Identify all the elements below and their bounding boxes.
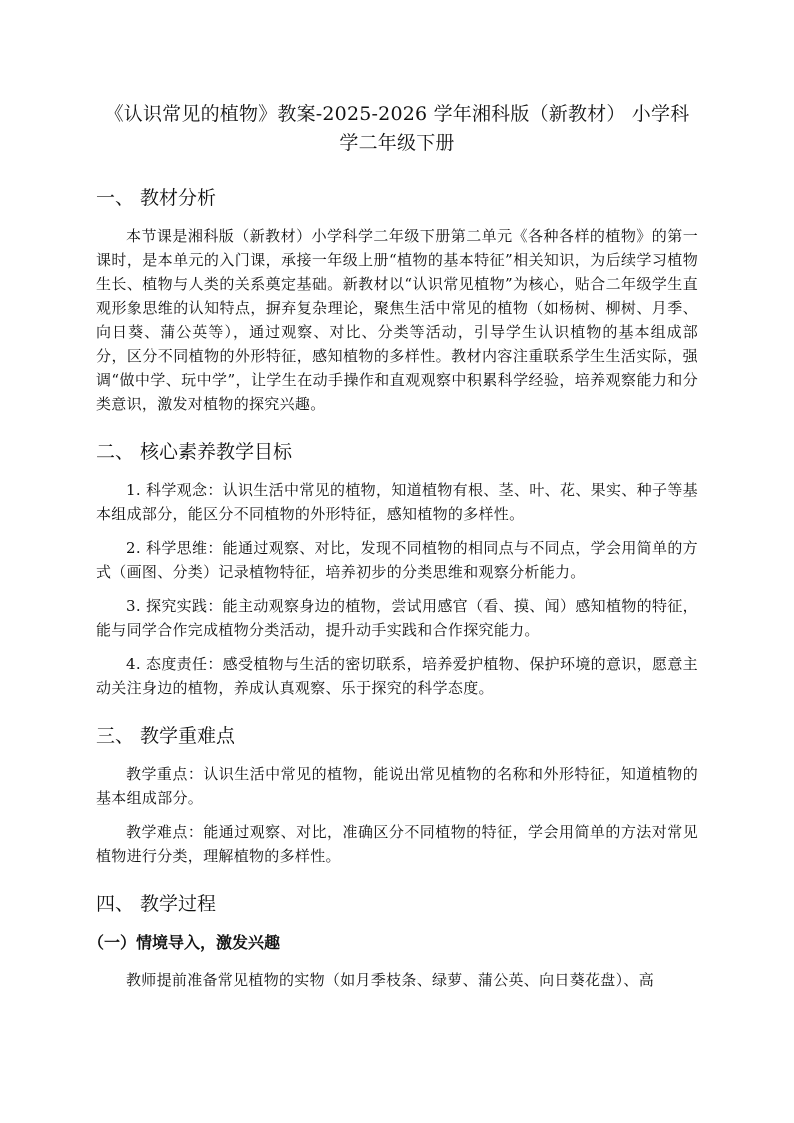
section-key-points [96, 722, 698, 868]
paragraph: 本节课是湘科版（新教材）小学科学二年级下册第二单元《各种各样的植物》的第一课时，是本单元的入门课，承接一年级上册“植物的基本特征”相关知识，为后续学习植物生长、植物与人类的关系奠定基础。新教材以“认识常见植物”为核心，贴合二年级学生直观形象思维的认知特点，摒弃复杂理论，聚焦生活中常见的植物（如杨树、柳树、月季、向日葵、蒲公英等），通过观察、对比、分类等活动，引导学生认识植物的基本组成部分，区分不同植物的外形特征，感知植物的多样性。教材内容注重联系学生生活实际，强调“做中学、玩中学”，让学生在动手操作和直观观察中积累科学经验，培养观察能力和分类意识，激发对植物的探究兴趣。 [96, 227, 698, 413]
section-heading: 一、 教材分析 [96, 187, 217, 209]
section-heading: 三、 教学重难点 [96, 725, 236, 747]
objective-item: 4. 态度责任：感受植物与生活的密切联系，培养爱护植物、保护环境的意识，愿意主动关注身边的植物，养成认真观察、乐于探究的科学态度。 [96, 655, 698, 697]
objective-item: 1. 科学观念：认识生活中常见的植物，知道植物有根、茎、叶、花、果实、种子等基本组成部分，能区分不同植物的外形特征，感知植物的多样性。 [96, 481, 698, 523]
section-heading: 二、 核心素养教学目标 [96, 441, 293, 463]
objective-item: 3. 探究实践：能主动观察身边的植物，尝试用感官（看、摸、闻）感知植物的特征，能与同学合作完成植物分类活动，提升动手实践和合作探究能力。 [96, 597, 698, 639]
paragraph: 教师提前准备常见植物的实物（如月季枝条、绿萝、蒲公英、向日葵花盘）、高 [126, 971, 655, 989]
document-body [88, 100, 698, 1014]
section-textbook-analysis [96, 184, 698, 416]
section-teaching-objectives [96, 438, 698, 700]
document-title: 《认识常见的植物》教案-2025-2026 学年湘科版（新教材） 小学科学二年级下册 [104, 103, 690, 154]
difficulty-paragraph: 教学难点：能通过观察、对比，准确区分不同植物的特征，学会用简单的方法对常见植物进行分类，理解植物的多样性。 [96, 823, 698, 865]
section-heading: 四、 教学过程 [96, 893, 217, 915]
objective-item: 2. 科学思维：能通过观察、对比，发现不同植物的相同点与不同点，学会用简单的方式（画图、分类）记录植物特征，培养初步的分类思维和观察分析能力。 [96, 539, 698, 581]
key-point-paragraph: 教学重点：认识生活中常见的植物，能说出常见植物的名称和外形特征，知道植物的基本组成部分。 [96, 765, 698, 807]
sub-heading: （一）情境导入，激发兴趣 [88, 933, 281, 952]
section-teaching-process [88, 890, 698, 992]
